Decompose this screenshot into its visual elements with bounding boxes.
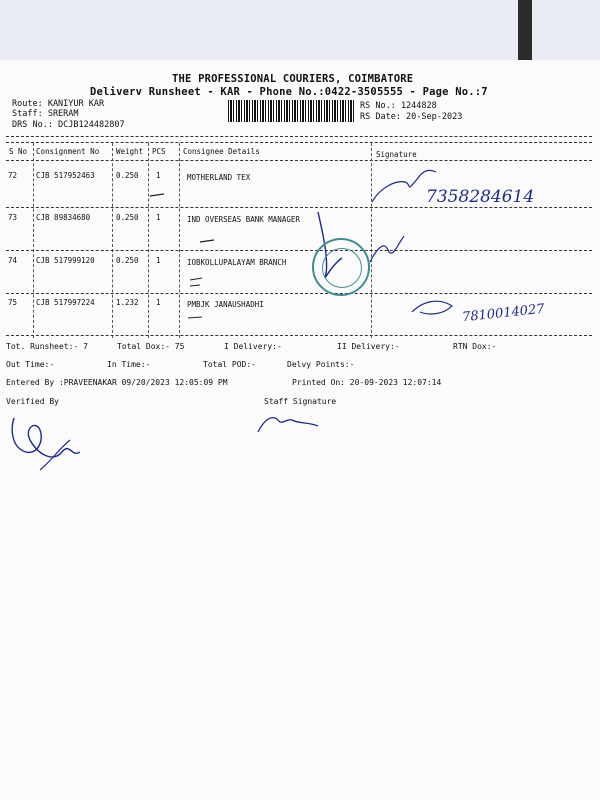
drs-number: DRS No.: DCJB124482807 [12,120,125,130]
row-consignee: IND OVERSEAS BANK MANAGER [187,215,300,224]
row-weight: 0.250 [116,213,139,222]
delvy-points: Delvy Points:- [287,360,355,369]
row-consignee: MOTHERLAND TEX [187,173,251,182]
handwritten-phone: 7358284614 [426,187,535,207]
row-consignee: IOBKOLLUPALAYAM BRANCH [187,258,287,267]
row-sno: 73 [8,213,18,222]
column-header-consignee: Consignee Details [183,147,260,156]
ii-delivery: II Delivery:- [337,342,400,351]
row-consignment: CJB 517997224 [36,298,95,307]
column-header-signature: Signature [376,150,417,159]
row-pcs: 1 [156,298,161,307]
row-weight: 1.232 [116,298,139,307]
in-time: In Time:- [107,360,151,369]
row-pcs: 1 [156,171,161,180]
rs-number: RS No.: 1244828 [360,101,437,111]
row-weight: 0.250 [116,171,139,180]
i-delivery: I Delivery:- [224,342,282,351]
row-sno: 72 [8,171,18,180]
row-pcs: 1 [156,213,161,222]
row-consignment: CJB 517999120 [36,256,95,265]
row-sno: 74 [8,256,18,265]
row-consignment: CJB 89834680 [36,213,91,222]
tot-runsheet: Tot. Runsheet:- 7 [6,342,88,351]
row-sno: 75 [8,298,18,307]
company-title: THE PROFESSIONAL COURIERS, COIMBATORE [172,73,414,85]
handwritten-phone: 7810014027 [461,301,546,326]
runsheet-subtitle: Deliverv Runsheet - KAR - Phone No.:0422-3505555 - Page No.:7 [90,86,488,98]
column-header-weight: Weight [116,147,144,156]
row-consignee: PMBJK JANAUSHADHI [187,300,264,309]
printed-on: Printed On: 20-09-2023 12:07:14 [292,378,442,387]
row-consignment: CJB 517952463 [36,171,95,180]
column-header-sno: S No [9,147,28,156]
row-pcs: 1 [156,256,161,265]
entered-by: Entered By :PRAVEENAKAR 09/20/2023 12:05:09 PM [6,378,228,387]
route-label: Route: KANIYUR KAR [12,99,105,109]
verified-by-label: Verified By [6,397,59,406]
total-pod: Total POD:- [203,360,256,369]
round-seal-stamp [312,238,370,296]
out-time: Out Time:- [6,360,55,369]
column-header-pcs: PCS [152,147,166,156]
staff-label: Staff: SRERAM [12,109,79,119]
total-dox: Total Dox:- 75 [117,342,185,351]
rtn-dox: RTN Dox:- [453,342,497,351]
column-header-consignment: Consignment No [36,147,100,156]
row-weight: 0.250 [116,256,139,265]
staff-signature-label: Staff Signature [264,397,337,406]
rs-date: RS Date: 20-Sep-2023 [360,112,463,122]
